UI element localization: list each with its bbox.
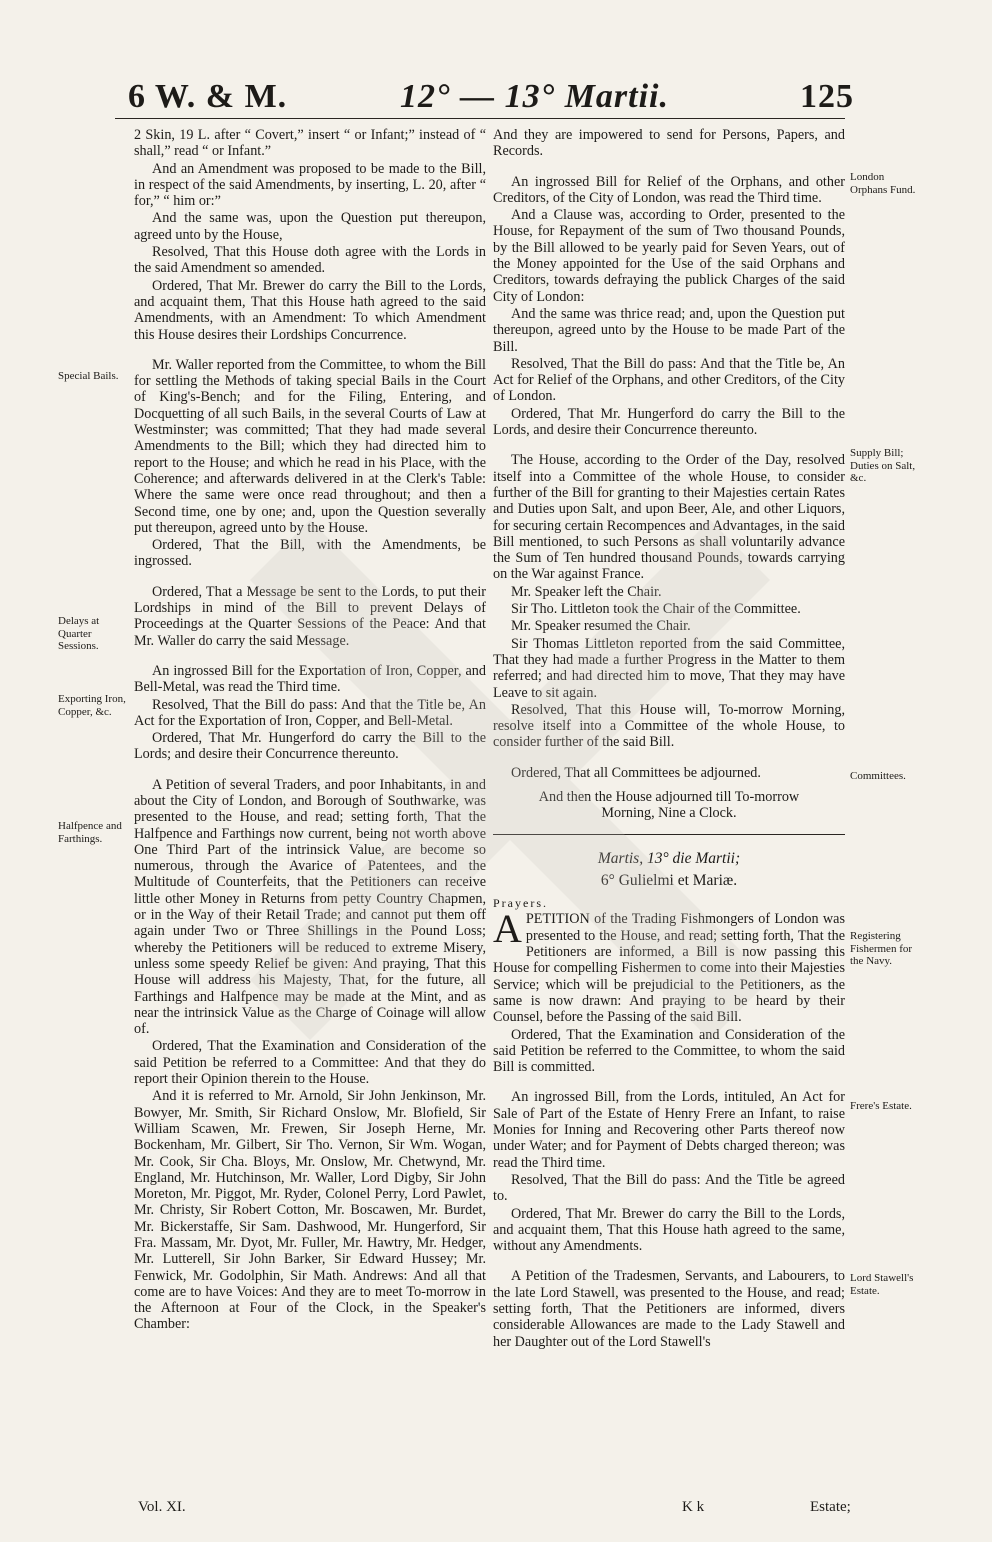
drop-cap: A bbox=[493, 906, 522, 952]
paragraph: Resolved, That the Bill do pass: And that the Title be, An Act for the Exportation of Iron, Copper, and Bell-Metal. bbox=[134, 696, 486, 729]
day-separator bbox=[493, 834, 845, 835]
paragraph: 2 Skin, 19 L. after “ Covert,” insert “ or Infant;” instead of “ shall,” read “ or Infant.” bbox=[134, 127, 486, 160]
paragraph: An ingrossed Bill, from the Lords, intituled, An Act for Sale of Part of the Estate of Henry Frere an Infant, to raise Monies for Inning and Recovering other Parts thereof now under Water; and for Payment of Debts charged thereon; was read the Third time. bbox=[493, 1089, 845, 1171]
paragraph: An ingrossed Bill for the Exportation of Iron, Copper, and Bell-Metal, was read the Third time. bbox=[134, 662, 486, 696]
paragraph: And an Amendment was proposed to be made to the Bill, in respect of the said Amendments, by inserting, L. 20, after “ for,” “ him or:” bbox=[134, 160, 486, 210]
paragraph: Ordered, That a Message be sent to the Lords, to put their Lordships in mind of the Bill to prevent Delays of Proceedings at the Quarter Sessions of the Peace: And that Mr. Waller do carry the said Message. bbox=[134, 583, 486, 649]
paragraph: A Petition of the Tradesmen, Servants, and Labourers, to the late Lord Stawell, was presented to the House, and read; setting forth, That the Petitioners are informed, divers considerable Allowances are made to the Lady Stawell and her Daughter out of the Lord Stawell's bbox=[493, 1268, 845, 1350]
margin-note-exporting: Exporting Iron, Copper, &c. bbox=[58, 693, 126, 718]
margin-note-committees: Committees. bbox=[850, 770, 906, 782]
margin-note-frere: Frere's Estate. bbox=[850, 1100, 912, 1112]
paragraph: Ordered, That all Committees be adjourned. bbox=[511, 764, 761, 781]
margin-note-delays: Delays at Quarter Sessions. bbox=[58, 615, 100, 653]
paragraph: Mr. Speaker resumed the Chair. bbox=[511, 618, 691, 635]
header-rule bbox=[115, 118, 845, 119]
paragraph: And it is referred to Mr. Arnold, Sir John Jenkinson, Mr. Bowyer, Mr. Smith, Sir Richard Onslow, Mr. Blofield, Sir William Scawen, Mr. Frewen, Sir Joseph Herne, Mr. Bockenham, Mr. Gilbert, Sir Tho. Vernon, Sir Wm. Wogan, Mr. Cook, Sir Cha. Bloys, Mr. Onslow, Mr. Chetwynd, Mr. England, Mr. Hutchinson, Mr. Waller, Lord Digby, Sir John Moreton, Mr. Piggot, Mr. Ryder, Colonel Perry, Lord Pawlet, Mr. Christy, Sir Robert Cotton, Mr. Boscawen, Mr. Burdet, Mr. Bickerstaffe, Sir Sam. Dashwood, Mr. Hungerford, Sir Fra. Massam, Mr. Dyot, Mr. Fuller, Mr. Hawtry, Mr. Hedger, Mr. Lutterell, Sir John Barker, Sir Edward Hussey; Mr. Fenwick, Mr. Godolphin, Sir Math. Andrews: And all that come are to have Voices: And they are to meet To-morrow in the Afternoon at Four of the Clock, in the Speaker's Chamber: bbox=[134, 1088, 486, 1333]
paragraph: Resolved, That this House doth agree with the Lords in the said Amendment so amended. bbox=[134, 244, 486, 277]
paragraph: Ordered, That the Bill, with the Amendments, be ingrossed. bbox=[134, 537, 486, 570]
margin-note-stawell: Lord Stawell's Estate. bbox=[850, 1272, 914, 1297]
margin-note-halfpence: Halfpence and Farthings. bbox=[58, 820, 122, 845]
petition-text: PETITION of the Trading Fishmongers of London was presented to the House, and read; setting forth, That the Petitioners are informed, a Bill is now passing this House for compelling Fishermen to come into their Majesties Service; which will be prejudicial to the Petitioners, as the same is now drawn: And praying to be heard by their Counsel, before the Passing of the said Bill. bbox=[493, 911, 845, 1026]
right-column bbox=[493, 127, 845, 1351]
paragraph: Mr. Waller reported from the Committee, to whom the Bill for settling the Methods of taking special Bails in the Court of King's-Bench; and for the Filing, Entering, and Docquetting of all such Bails, in the several Courts of Law at Westminster; was committed; That they had made several Amendments to the Bill; which they had directed him to report to the House; and which he read in his Place, with the Coherence; and afterwards delivered in at the Clerk's Table: Where the same were once read throughout; and then a Second time, one by one; and, upon the Question severally put thereupon, agreed unto by the House. bbox=[134, 356, 486, 536]
footer-volume: Vol. XI. bbox=[138, 1499, 186, 1515]
paragraph bbox=[493, 906, 845, 1026]
left-column bbox=[134, 127, 486, 1334]
paragraph: Ordered, That the Examination and Consideration of the said Petition be referred to the Committee, to whom the said Bill is committed. bbox=[493, 1026, 845, 1076]
paragraph: A Petition of several Traders, and poor Inhabitants, in and about the City of London, and Borough of Southwarke, was presented to the House, and read; setting forth, That the Halfpence and Farthings now current, being not worth above One Third Part of the intrinsick Value, are become so numerous, through the Avarice of Patentees, and the Multitude of Counterfeits, that the Petitioners can receive little other Money in Returns from petty Country Chapmen, or in the Way of their Retail Trade; and cannot put them off again under Two or Three Shillings in the Pound Loss; whereby the Petitioners will be reduced to extreme Misery, unless some speedy Relief be given: And praying, That this House will address his Majesty, That, for the future, all Farthings and Halfpence may be made at the Mint, and as near the intrinsick Value as the Charge of Coinage will allow of. bbox=[134, 776, 486, 1038]
footer-signature: K k bbox=[682, 1499, 705, 1515]
header-page-number: 125 bbox=[800, 78, 854, 115]
adjournment: And then the House adjourned till To-morrow Morning, Nine a Clock. bbox=[538, 788, 800, 822]
header-regnal-year: 6 W. & M. bbox=[128, 78, 288, 115]
paragraph: Ordered, That Mr. Hungerford do carry the Bill to the Lords, and desire their Concurrence thereunto. bbox=[493, 405, 845, 439]
paragraph: Resolved, That the Bill do pass: And the Title be agreed to. bbox=[493, 1171, 845, 1205]
margin-note-special-bails: Special Bails. bbox=[58, 370, 119, 382]
margin-note-fishermen: Registering Fishermen for the Navy. bbox=[850, 930, 913, 968]
regnal-heading: 6° Gulielmi et Mariæ. bbox=[600, 871, 738, 889]
margin-note-supply: Supply Bill; Duties on Salt, &c. bbox=[850, 447, 916, 485]
margin-note-orphans: London Orphans Fund. bbox=[850, 171, 916, 196]
paragraph: And the same was thrice read; and, upon the Question put thereupon, agreed unto by the House to be made Part of the Bill. bbox=[493, 305, 845, 355]
paragraph: An ingrossed Bill for Relief of the Orphans, and other Creditors, of the City of London, was read the Third time. bbox=[493, 173, 845, 206]
prayers-label: Prayers. bbox=[493, 896, 548, 911]
day-heading: Martis, 13° die Martii; bbox=[597, 849, 741, 867]
footer-catchword: Estate; bbox=[810, 1499, 851, 1515]
header-date: 12° — 13° Martii. bbox=[400, 78, 669, 115]
paragraph: Ordered, That Mr. Hungerford do carry the Bill to the Lords; and desire their Concurrence thereunto. bbox=[134, 730, 486, 763]
paragraph: Mr. Speaker left the Chair. bbox=[511, 583, 662, 600]
paragraph: Ordered, That Mr. Brewer do carry the Bill to the Lords, and acquaint them, That this House hath agreed to the said Amendments, with an Amendment: To which Amendment this House desires their Lordships Concurrence. bbox=[134, 277, 486, 343]
paragraph: And the same was, upon the Question put thereupon, agreed unto by the House, bbox=[134, 210, 486, 243]
paragraph: And they are impowered to send for Persons, Papers, and Records. bbox=[493, 127, 845, 160]
paragraph: Sir Tho. Littleton took the Chair of the Committee. bbox=[511, 601, 801, 618]
paragraph: Ordered, That the Examination and Consideration of the said Petition be referred to a Committee: And that they do report their Opinion therein to the House. bbox=[134, 1038, 486, 1088]
paragraph: Sir Thomas Littleton reported from the said Committee, That they had made a further Progress in the Matter to them referred; and had directed him to move, That they may have Leave to sit again. bbox=[493, 635, 845, 701]
paragraph: And a Clause was, according to Order, presented to the House, for Repayment of the sum of Two thousand Pounds, by the Bill allowed to be yearly paid for Seven Years, out of the Money appointed for the Use of the said Orphans and Creditors, towards defraying the publick Charges of the said City of London: bbox=[493, 207, 845, 305]
paragraph: Ordered, That Mr. Brewer do carry the Bill to the Lords, and acquaint them, That this House hath agreed to the same, without any Amendments. bbox=[493, 1205, 845, 1255]
paragraph: Resolved, That this House will, To-morrow Morning, resolve itself into a Committee of the whole House, to consider further of the said Bill. bbox=[493, 701, 845, 751]
paragraph: Resolved, That the Bill do pass: And that the Title be, An Act for Relief of the Orphans, and other Creditors, of the City of London. bbox=[493, 355, 845, 405]
paragraph: The House, according to the Order of the Day, resolved itself into a Committee of the whole House, to consider further of the Bill for granting to their Majesties certain Rates and Duties upon Salt, and upon Beer, Ale, and other Liquors, for securing certain Recompences and Advantages, in the said Bill mentioned, to such Persons as shall voluntarily advance the Sum of Ten hundred thousand Pounds, towards carrying on the War against France. bbox=[493, 452, 845, 583]
